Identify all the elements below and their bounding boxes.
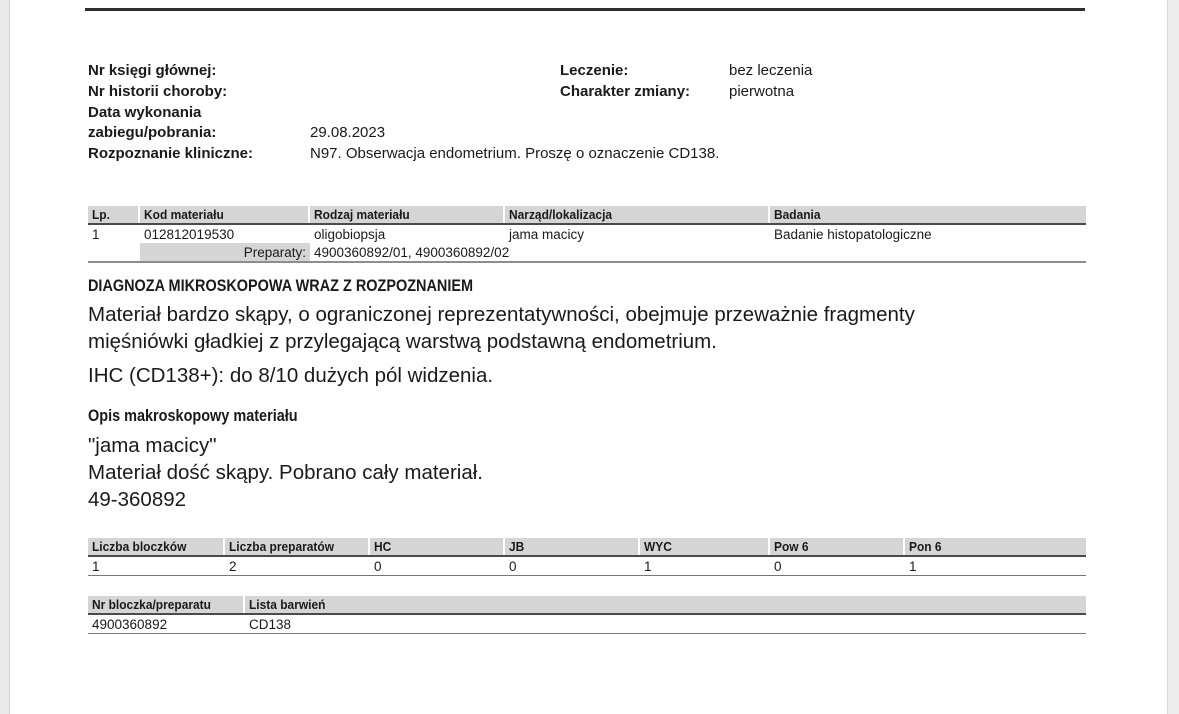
field-value-date: 29.08.2023 — [310, 124, 386, 142]
macro-section-heading: Opis makroskopowy materiału — [88, 406, 298, 425]
stains-table-row — [88, 615, 1086, 633]
col-header-pow6: Pow 6 — [770, 538, 905, 555]
diagnosis-line: Materiał bardzo skąpy, o ograniczonej reprezentatywności, obejmuje przeważnie fragmenty — [88, 303, 915, 326]
field-rozpoznanie-kliniczne — [88, 145, 1085, 166]
field-leczenie — [560, 62, 812, 83]
cell-lista-barwien: CD138 — [249, 617, 292, 632]
col-header-narzad-lokalizacja: Narząd/lokalizacja — [505, 206, 770, 223]
col-header-jb: JB — [505, 538, 640, 555]
diagnosis-body — [88, 301, 915, 389]
col-header-liczba-bloczkow: Liczba bloczków — [88, 538, 225, 555]
macro-body — [88, 432, 483, 513]
macro-line: 49-360892 — [88, 488, 187, 511]
field-label: zabiegu/pobrania: — [88, 124, 217, 142]
diagnosis-section-heading: DIAGNOZA MIKROSKOPOWA WRAZ Z ROZPOZNANIEM — [88, 276, 474, 295]
col-header-lista-barwien: Lista barwień — [245, 596, 1086, 613]
page-right-edge — [1167, 0, 1179, 714]
cell-empty — [88, 243, 140, 261]
cell-kod-materialu: 012812019530 — [144, 227, 235, 242]
field-data-wykonania-line1 — [88, 104, 1085, 125]
col-header-wyc: WYC — [640, 538, 770, 555]
field-value-diagnosis: N97. Obserwacja endometrium. Proszę o oznaczenie CD138. — [310, 145, 720, 163]
top-divider-rule — [85, 8, 1085, 11]
preparaty-value: 4900360892/01, 4900360892/02 — [314, 245, 510, 260]
field-label: Rozpoznanie kliniczne: — [88, 145, 254, 163]
field-charakter-zmiany — [560, 83, 812, 104]
cell-hc: 0 — [374, 559, 382, 574]
preparaty-label: Preparaty: — [140, 243, 310, 261]
field-label: Leczenie: — [560, 62, 629, 79]
diagnosis-ihc-line: IHC (CD138+): do 8/10 dużych pól widzenia. — [88, 364, 494, 387]
counts-table-row — [88, 557, 1086, 575]
field-label: Charakter zmiany: — [560, 82, 691, 100]
page-left-edge — [0, 0, 10, 714]
field-label: Data wykonania — [88, 103, 202, 121]
field-value: bez leczenia — [729, 62, 813, 79]
col-header-rodzaj-materialu: Rodzaj materiału — [310, 206, 505, 223]
materials-table-preparaty-row — [88, 243, 1086, 261]
cell-narzad-lokalizacja: jama macicy — [509, 227, 585, 242]
counts-table — [88, 538, 1086, 576]
field-data-wykonania-line2 — [88, 124, 1085, 145]
materials-table — [88, 206, 1086, 263]
diagnosis-line: mięśniówki gładkiej z przylegającą warstwą podstawną endometrium. — [88, 330, 717, 353]
field-value: pierwotna — [729, 82, 795, 100]
macro-line: "jama macicy" — [88, 434, 217, 457]
cell-badania: Badanie histopatologiczne — [774, 227, 932, 242]
cell-rodzaj-materialu: oligobiopsja — [314, 227, 386, 242]
cell-liczba-bloczkow: 1 — [92, 559, 100, 574]
col-header-kod-materialu: Kod materiału — [140, 206, 310, 223]
cell-pon6: 1 — [909, 559, 917, 574]
field-label: Nr księgi głównej: — [88, 62, 217, 79]
cell-nr-bloczka: 4900360892 — [92, 617, 168, 632]
cell-pow6: 0 — [774, 559, 782, 574]
col-header-lp: Lp. — [88, 206, 140, 223]
col-header-pon6: Pon 6 — [905, 538, 1086, 555]
col-header-badania: Badania — [770, 206, 1086, 223]
materials-table-row — [88, 225, 1086, 243]
cell-liczba-preparatow: 2 — [229, 559, 237, 574]
stains-table-header — [88, 596, 1086, 615]
macro-line: Materiał dość skąpy. Pobrano cały materiał. — [88, 461, 483, 484]
col-header-hc: HC — [370, 538, 505, 555]
col-header-liczba-preparatow: Liczba preparatów — [225, 538, 370, 555]
field-label: Nr historii choroby: — [88, 82, 228, 100]
header-fields-right — [560, 62, 812, 104]
stains-table — [88, 596, 1086, 634]
cell-wyc: 1 — [644, 559, 652, 574]
cell-jb: 0 — [509, 559, 517, 574]
materials-table-header — [88, 206, 1086, 225]
counts-table-header — [88, 538, 1086, 557]
cell-lp: 1 — [92, 227, 100, 242]
col-header-nr-bloczka: Nr bloczka/preparatu — [88, 596, 245, 613]
